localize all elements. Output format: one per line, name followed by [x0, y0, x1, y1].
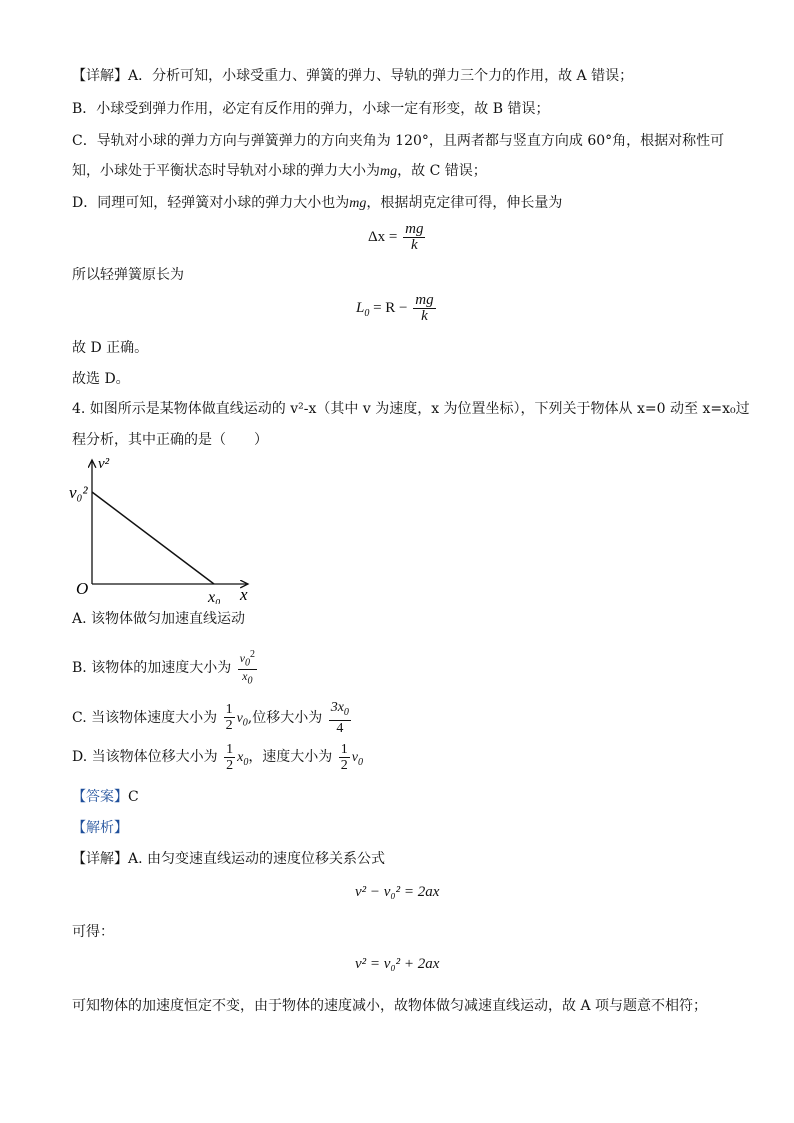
option-d: D. 当该物体位移大小为 $\frac{1}{2}$ $x_0$，速度大小为 $\frac{1}{2}$ $v_0$	[72, 741, 363, 773]
answer-line	[72, 787, 139, 807]
x-axis-label: x	[240, 585, 248, 604]
x-intercept-label: x₀	[208, 589, 221, 604]
y-intercept-label: v₀²	[69, 483, 88, 502]
original-length-label: 所以轻弹簧原长为	[72, 267, 184, 283]
solution-line-b: B．小球受到弹力作用，必定有反作用的弹力，小球一定有形变，故 B 错误；	[72, 101, 550, 117]
v2-x-graph	[68, 452, 258, 604]
origin-label: O	[76, 579, 89, 598]
question-4-text: 4. 如图所示是某物体做直线运动的 v²-x（其中 v 为速度，x 为位置坐标），下列关于物体从 x=0 动至 x=x₀过	[72, 401, 750, 417]
choice-line: 故选 D。	[72, 371, 130, 387]
y-axis-label: v²	[98, 456, 110, 472]
question-4-text-cont: 程分析，其中正确的是（ ）	[72, 432, 268, 448]
option-b: B. 该物体的加速度大小为 $\frac{v_0^2}{x_0}$	[72, 649, 255, 687]
formula-delta-x: Δx = $\frac{mg}{k}$	[368, 221, 424, 253]
formula-L0: $L_0 = R$ − $\frac{mg}{k}$	[356, 292, 434, 324]
option-a: A. 该物体做匀加速直线运动	[72, 611, 246, 627]
detail-line-a: 【详解】A. 由匀变速直线运动的速度位移关系公式	[72, 851, 386, 867]
solution-line-c: C．导轨对小球的弹力方向与弹簧弹力的方向夹角为 120°，且两者都与竖直方向成 60°角，根据对称性可	[72, 133, 725, 149]
option-c: C. 当该物体速度大小为 $\frac{1}{2}$ $v_0$,位移大小为 $\frac{3x_0}{4}$	[72, 700, 349, 736]
formula-velocity-displacement: v² − v₀² = 2ax	[355, 884, 440, 900]
solution-line-c2: 知，小球处于平衡状态时导轨对小球的弹力大小为mg，故 C 错误；	[72, 163, 487, 179]
derive-label: 可得：	[72, 924, 114, 940]
v2-x-line	[92, 492, 214, 584]
answer-tag: 【答案】	[72, 789, 128, 805]
formula-derived: v² = v₀² + 2ax	[355, 956, 440, 972]
analysis-tag: 【解析】	[72, 820, 128, 836]
answer-value: C	[128, 789, 139, 805]
solution-line-d: D．同理可知，轻弹簧对小球的弹力大小也为mg，根据胡克定律可得，伸长量为	[72, 195, 563, 211]
solution-line-a: 【详解】A．分析可知，小球受重力、弹簧的弹力、导轨的弹力三个力的作用，故 A 错误；	[72, 68, 634, 84]
detail-conclusion: 可知物体的加速度恒定不变，由于物体的速度减小，故物体做匀减速直线运动，故 A 项与题意不相符；	[72, 998, 708, 1014]
conclusion-line: 故 D 正确。	[72, 340, 149, 356]
